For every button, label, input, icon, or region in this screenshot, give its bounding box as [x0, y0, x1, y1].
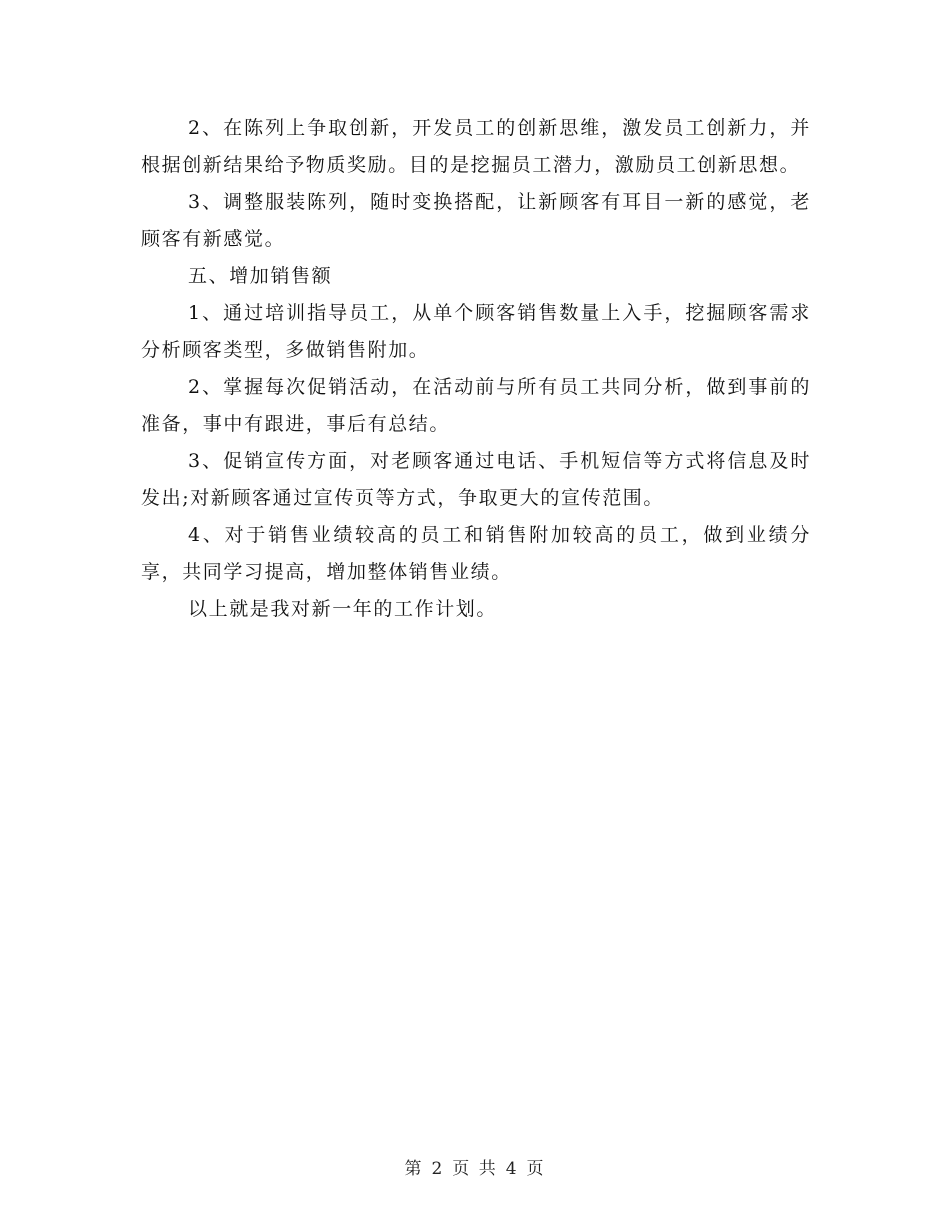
paragraph-training: 1、通过培训指导员工，从单个顾客销售数量上入手，挖掘顾客需求分析顾客类型，多做销售附加。 [141, 302, 811, 361]
page-middle: 页 共 [452, 1159, 498, 1179]
page-number-footer [0, 1154, 950, 1179]
page-prefix: 第 [404, 1159, 424, 1179]
paragraph-innovation-display: 2、在陈列上争取创新，开发员工的创新思维，激发员工创新力，并根据创新结果给予物质奖励。目的是挖掘员工潜力，激励员工创新思想。 [141, 117, 811, 176]
paragraph-promotion-activities: 2、掌握每次促销活动，在活动前与所有员工共同分析，做到事前的准备，事中有跟进，事后有总结。 [141, 376, 811, 435]
total-pages-number: 4 [505, 1159, 519, 1179]
paragraph-closing: 以上就是我对新一年的工作计划。 [188, 598, 498, 620]
current-page-number: 2 [431, 1159, 445, 1179]
document-body [141, 110, 811, 628]
paragraph-adjust-display: 3、调整服装陈列，随时变换搭配，让新顾客有耳目一新的感觉，老顾客有新感觉。 [141, 191, 811, 250]
paragraph-promotion-publicity: 3、促销宣传方面，对老顾客通过电话、手机短信等方式将信息及时发出;对新顾客通过宣传页等方式，争取更大的宣传范围。 [141, 450, 811, 509]
page-suffix: 页 [526, 1159, 546, 1179]
section-heading-increase-sales: 五、增加销售额 [188, 265, 333, 287]
paragraph-performance-sharing: 4、对于销售业绩较高的员工和销售附加较高的员工，做到业绩分享，共同学习提高，增加整体销售业绩。 [141, 524, 811, 583]
